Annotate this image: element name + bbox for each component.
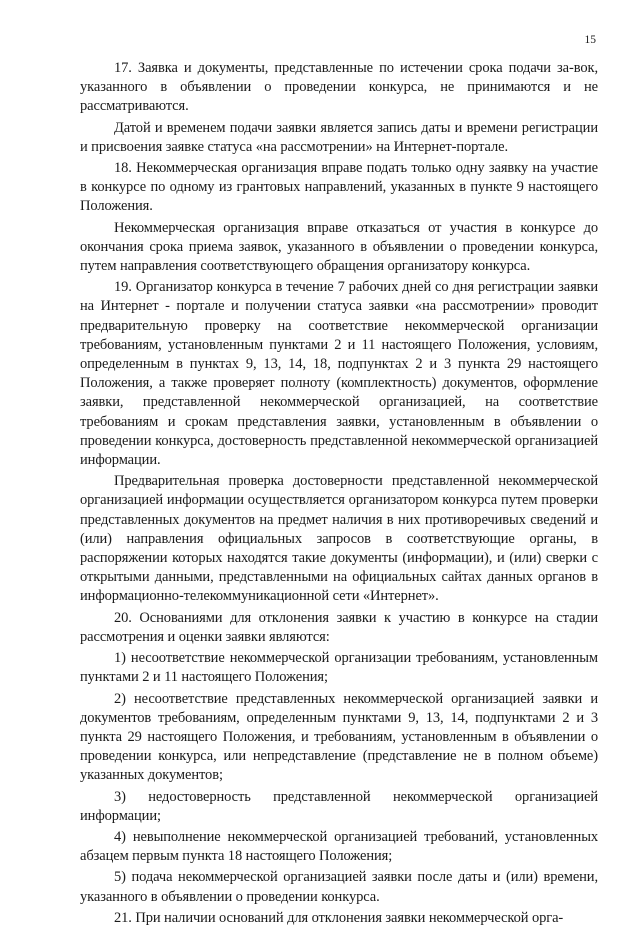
- paragraph-19: 19. Организатор конкурса в течение 7 рабочих дней со дня регистрации заявки на Интернет - портале и получении статуса заявки «на рассмотрении» проводит предварительную проверку на соответствие некоммерческой организации требованиям, установленным пунктами 2 и 11 настоящего Положения, условиям, определенным в пунктах 9, 13, 14, 18, подпунктах 2 и 3 пункта 29 настоящего Положения, а также проверяет полноту (комплектность) документов, оформление заявки, представленной некоммерческой организацией, на соответствие требованиям и срокам представления заявки, установленным в объявлении о проведении конкурса, достоверность представленной некоммерческой организацией информации.: [80, 279, 598, 469]
- paragraph-18: 18. Некоммерческая организация вправе подать только одну заявку на участие в конкурсе по одному из грантовых направлений, указанных в пункте 9 настоящего Положения.: [80, 160, 598, 215]
- list-item-2: 2) несоответствие представленных некоммерческой организацией заявки и документов требованиям, определенным пунктами 9, 13, 14, подпунктами 2 и 3 пункта 29 настоящего Положения, и требованиям, установленным в объявлении о проведении конкурса, или непредставление (представление не в полном объеме) указанных документов;: [80, 690, 598, 784]
- list-item-4: 4) невыполнение некоммерческой организацией требований, установленных абзацем первым пункта 18 настоящего Положения;: [80, 828, 598, 865]
- document-body: [80, 59, 598, 930]
- paragraph-21: 21. При наличии оснований для отклонения заявки некоммерческой орга-: [114, 909, 564, 926]
- paragraph-20: 20. Основаниями для отклонения заявки к участию в конкурсе на стадии рассмотрения и оценки заявки являются:: [80, 609, 598, 645]
- paragraph-17: 17. Заявка и документы, представленные по истечении срока подачи за-вок, указанного в объявлении о проведении конкурса, не принимаются и не рассматриваются.: [80, 60, 598, 115]
- paragraph-submission-date: Датой и временем подачи заявки является запись даты и времени регистрации и присвоения заявке статуса «на рассмотрении» на Интернет-портале.: [80, 119, 598, 155]
- page-number: 15: [584, 34, 596, 46]
- paragraph-preliminary-check: Предварительная проверка достоверности представленной некоммерческой организацией информации осуществляется организатором конкурса путем проверки представленных документов на предмет наличия в них противоречивых сведений и (или) направления официальных запросов в соответствующие органы, в распоряжении которых находятся такие документы (информации), и (или) сверки с открытыми данными, представленными на официальных сайтах данных органов в информационно-телекоммуникационной сети «Интернет».: [80, 473, 598, 605]
- paragraph-withdrawal: Некоммерческая организация вправе отказаться от участия в конкурсе до окончания срока приема заявок, указанного в объявлении о проведении конкурса, путем направления соответствующего обращения организатору конкурса.: [80, 219, 598, 275]
- list-item-5: 5) подача некоммерческой организацией заявки после даты и (или) времени, указанного в объявлении о проведении конкурса.: [80, 869, 598, 905]
- list-item-3: 3) недостоверность представленной некоммерческой организацией информации;: [80, 788, 598, 824]
- list-item-1: 1) несоответствие некоммерческой организации требованиям, установленным пунктами 2 и 11 настоящего Положения;: [80, 650, 598, 686]
